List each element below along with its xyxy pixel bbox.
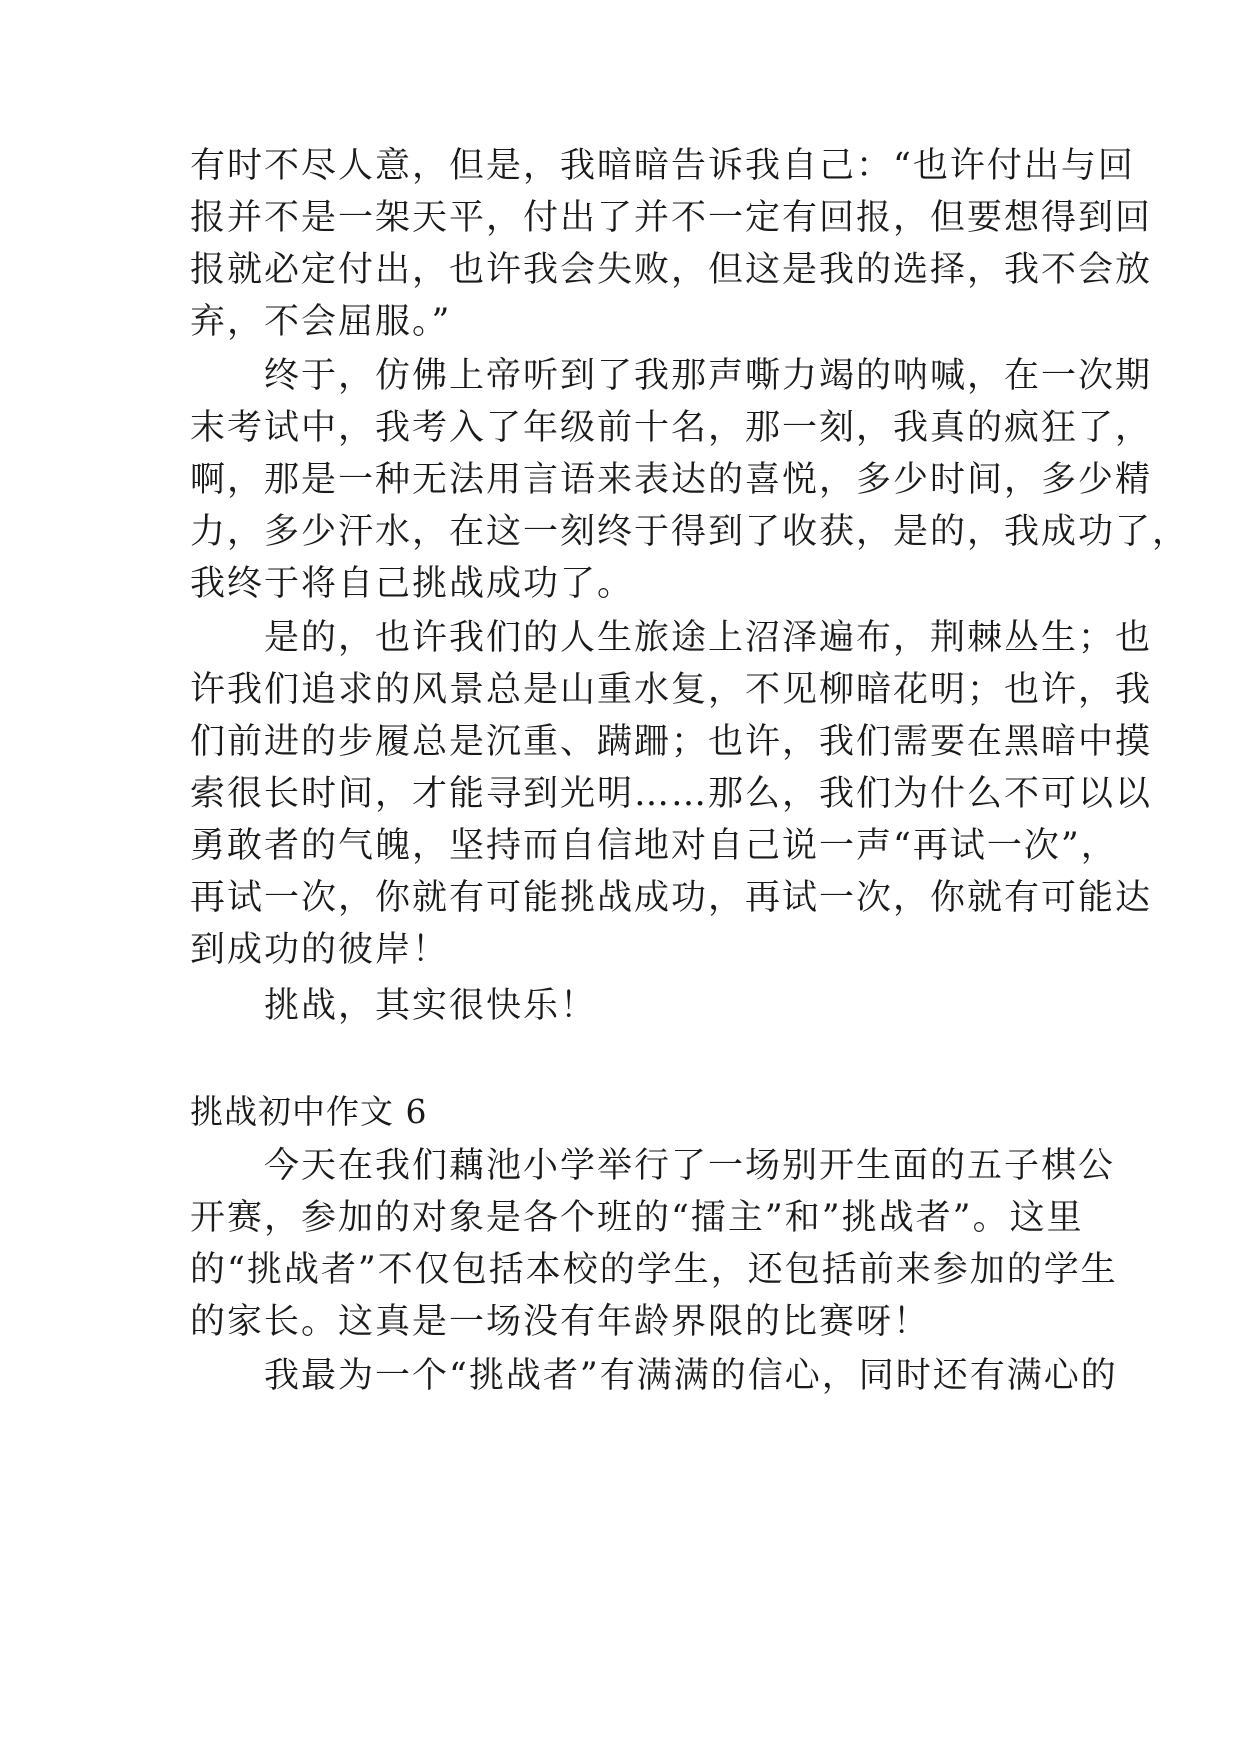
text-line: 力，多少汗水，在这一刻终于得到了收获，是的，我成功了，: [190, 512, 1190, 552]
text-line: 报并不是一架天平，付出了并不一定有回报，但要想得到回: [190, 198, 1153, 238]
text-line: 是的，也许我们的人生旅途上沼泽遍布，荆棘丛生；也: [190, 618, 1153, 658]
section-heading: 挑战初中作文 6: [190, 1092, 428, 1131]
text-line: 我终于将自己挑战成功了。: [190, 564, 635, 604]
text-line: 许我们追求的风景总是山重水复，不见柳暗花明；也许，我: [190, 670, 1153, 710]
text-line: 挑战，其实很快乐！: [190, 986, 598, 1026]
text-line: 们前进的步履总是沉重、蹒跚；也许，我们需要在黑暗中摸: [190, 722, 1153, 762]
text-line: 有时不尽人意，但是，我暗暗告诉我自己：“也许付出与回: [190, 146, 1135, 186]
text-line: 索很长时间，才能寻到光明……那么，我们为什么不可以以: [190, 774, 1153, 814]
text-line: 开赛，参加的对象是各个班的“擂主”和”挑战者”。这里: [190, 1198, 1084, 1238]
text-line: 勇敢者的气魄，坚持而自信地对自己说一声“再试一次”，: [190, 826, 1118, 866]
text-line: 再试一次，你就有可能挑战成功，再试一次，你就有可能达: [190, 878, 1153, 918]
text-line: 终于，仿佛上帝听到了我那声嘶力竭的呐喊，在一次期: [190, 356, 1153, 396]
text-line: 我最为一个“挑战者”有满满的信心，同时还有满心的: [190, 1356, 1118, 1396]
text-line: 的“挑战者”不仅包括本校的学生，还包括前来参加的学生: [190, 1250, 1118, 1290]
text-line: 末考试中，我考入了年级前十名，那一刻，我真的疯狂了，: [190, 408, 1153, 448]
text-line: 报就必定付出，也许我会失败，但这是我的选择，我不会放: [190, 250, 1153, 290]
text-line: 啊，那是一种无法用言语来表达的喜悦，多少时间，多少精: [190, 460, 1153, 500]
text-line: 今天在我们藕池小学举行了一场别开生面的五子棋公: [190, 1146, 1116, 1186]
text-line: 到成功的彼岸！: [190, 930, 450, 970]
text-line: 弃，不会屈服。”: [190, 302, 452, 342]
text-line: 的家长。这真是一场没有年龄界限的比赛呀！: [190, 1302, 931, 1342]
